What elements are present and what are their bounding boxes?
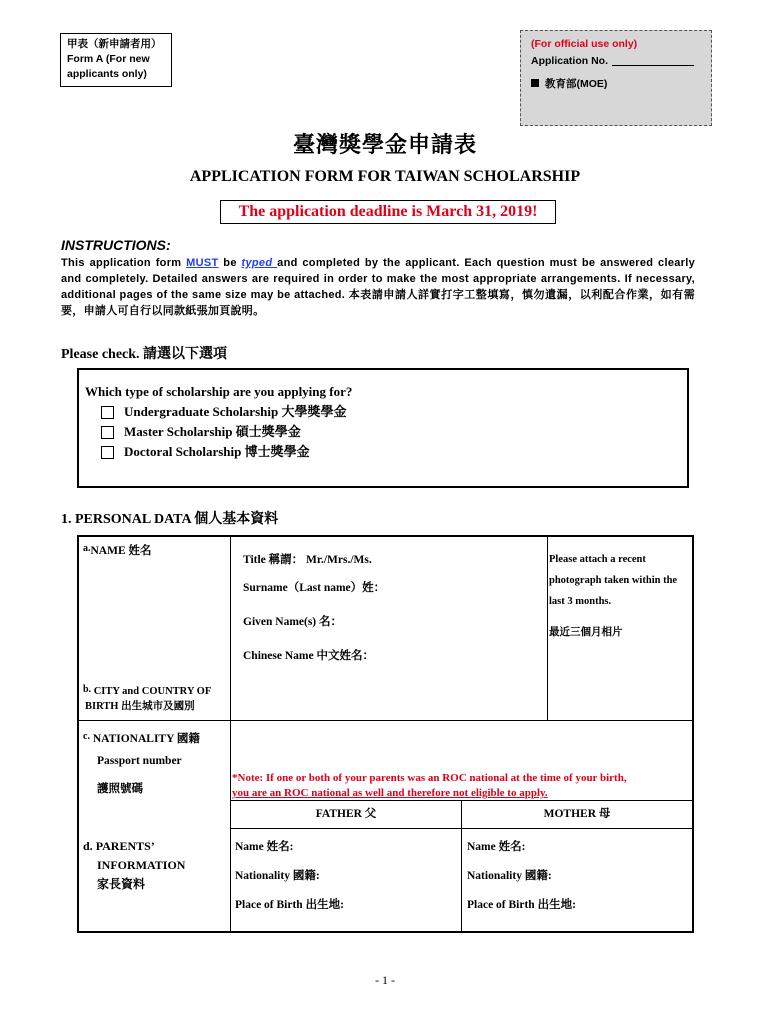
parents-label [83, 837, 185, 894]
mother-nationality-field[interactable]: Nationality 國籍: [467, 870, 552, 882]
application-no-row [531, 55, 701, 67]
application-no-field[interactable] [612, 65, 694, 66]
city-country-input[interactable] [231, 677, 547, 720]
official-use-label: (For official use only) [531, 38, 638, 50]
must-emphasis: MUST [186, 257, 219, 269]
nationality-label [83, 726, 200, 800]
father-header: FATHER 父 [315, 808, 377, 820]
parents-letter: d. [83, 839, 93, 853]
photo-line2: photograph taken within the [549, 575, 678, 586]
nationality-line1: NATIONALITY 國籍 [92, 733, 200, 745]
square-bullet-icon [531, 79, 539, 87]
name-label: NAME 姓名 [90, 545, 152, 557]
typed-emphasis: typed [241, 257, 278, 269]
roc-note [232, 771, 627, 801]
given-name-field[interactable]: Given Name(s) 名： [243, 616, 343, 628]
father-nationality-field[interactable]: Nationality 國籍: [235, 870, 320, 882]
instructions-part1: This application form [61, 257, 187, 269]
chinese-name-field[interactable]: Chinese Name 中文姓名： [243, 650, 374, 662]
form-a-line1: 甲表（新申請者用） [67, 38, 162, 50]
mother-header: MOTHER 母 [543, 808, 611, 820]
parents-line3: 家長資料 [97, 877, 146, 891]
instructions-text [61, 255, 695, 319]
title-english: APPLICATION FORM FOR TAIWAN SCHOLARSHIP [189, 168, 581, 185]
personal-data-table [77, 535, 694, 933]
roc-note-line1: *Note: If one or both of your parents was an ROC national at the time of your birth, [232, 772, 627, 784]
mother-name-field[interactable]: Name 姓名: [467, 841, 526, 853]
option-master-label: Master Scholarship 碩士獎學金 [124, 424, 301, 439]
option-doctoral[interactable] [101, 442, 681, 462]
moe-row [531, 76, 701, 91]
city-line2: BIRTH 出生城市及國別 [85, 701, 195, 712]
deadline-notice: The application deadline is March 31, 2019! [220, 200, 556, 224]
city-line1: CITY and COUNTRY OF [93, 686, 212, 697]
parents-line2: INFORMATION [97, 858, 186, 872]
please-check-label: Please check. 請選以下選項 [61, 347, 228, 362]
nationality-line2: Passport number [97, 755, 182, 767]
checkbox-master[interactable] [101, 426, 114, 439]
city-label [83, 682, 211, 714]
checkbox-doctoral[interactable] [101, 446, 114, 459]
option-doctoral-label: Doctoral Scholarship 博士獎學金 [124, 444, 310, 459]
photo-line1: Please attach a recent [549, 554, 646, 565]
nationality-letter: c. [83, 731, 90, 742]
photo-zh: 最近三個月相片 [549, 627, 623, 638]
option-undergraduate-label: Undergraduate Scholarship 大學獎學金 [124, 404, 347, 419]
personal-data-heading: 1. PERSONAL DATA 個人基本資料 [61, 512, 279, 527]
option-undergraduate[interactable] [101, 402, 681, 422]
form-a-line2: Form A (For new [67, 53, 150, 65]
father-birthplace-field[interactable]: Place of Birth 出生地: [235, 899, 344, 911]
parents-line1: PARENTS’ [95, 839, 155, 853]
name-label-row [83, 541, 152, 559]
title-chinese: 臺灣獎學金申請表 [292, 132, 477, 158]
checkbox-undergraduate[interactable] [101, 406, 114, 419]
page-number: - 1 - [375, 973, 395, 987]
mother-birthplace-field[interactable]: Place of Birth 出生地: [467, 899, 576, 911]
instructions-heading: INSTRUCTIONS: [61, 237, 171, 253]
moe-label: 教育部(MOE) [545, 78, 608, 90]
name-letter: a. [83, 543, 91, 554]
option-master[interactable] [101, 422, 681, 442]
form-a-box [60, 33, 172, 87]
application-no-label: Application No. [531, 55, 608, 67]
title-field[interactable]: Title 稱謂： Mr./Mrs./Ms. [243, 554, 372, 566]
father-name-field[interactable]: Name 姓名: [235, 841, 294, 853]
surname-field[interactable]: Surname（Last name）姓： [243, 582, 386, 594]
nationality-passport-input[interactable] [231, 721, 692, 767]
scholarship-type-box [77, 368, 689, 488]
scholarship-type-question: Which type of scholarship are you applying for? [85, 384, 353, 399]
city-letter: b. [83, 684, 92, 695]
roc-note-line2: you are an ROC national as well and therefore not eligible to apply. [232, 787, 548, 799]
form-a-line3: applicants only) [67, 68, 147, 80]
instructions-part2: be [218, 257, 242, 269]
photo-line3: last 3 months. [549, 596, 612, 607]
nationality-line3: 護照號碼 [97, 783, 143, 795]
photo-upload-area[interactable] [548, 537, 692, 720]
official-use-box [520, 30, 712, 126]
instructions-part3: and completed by the applicant. Each question must be answered clearly and completely. Detailed answers are required in order to make the most appropriate arrangements. If necessary, additional pages of the same size may be attached. 本表請申請人詳實打字工整填寫，慎勿遺漏，以利配合作業，如有需要，申請人可自行以同款紙張加頁說明。 [61, 257, 696, 317]
